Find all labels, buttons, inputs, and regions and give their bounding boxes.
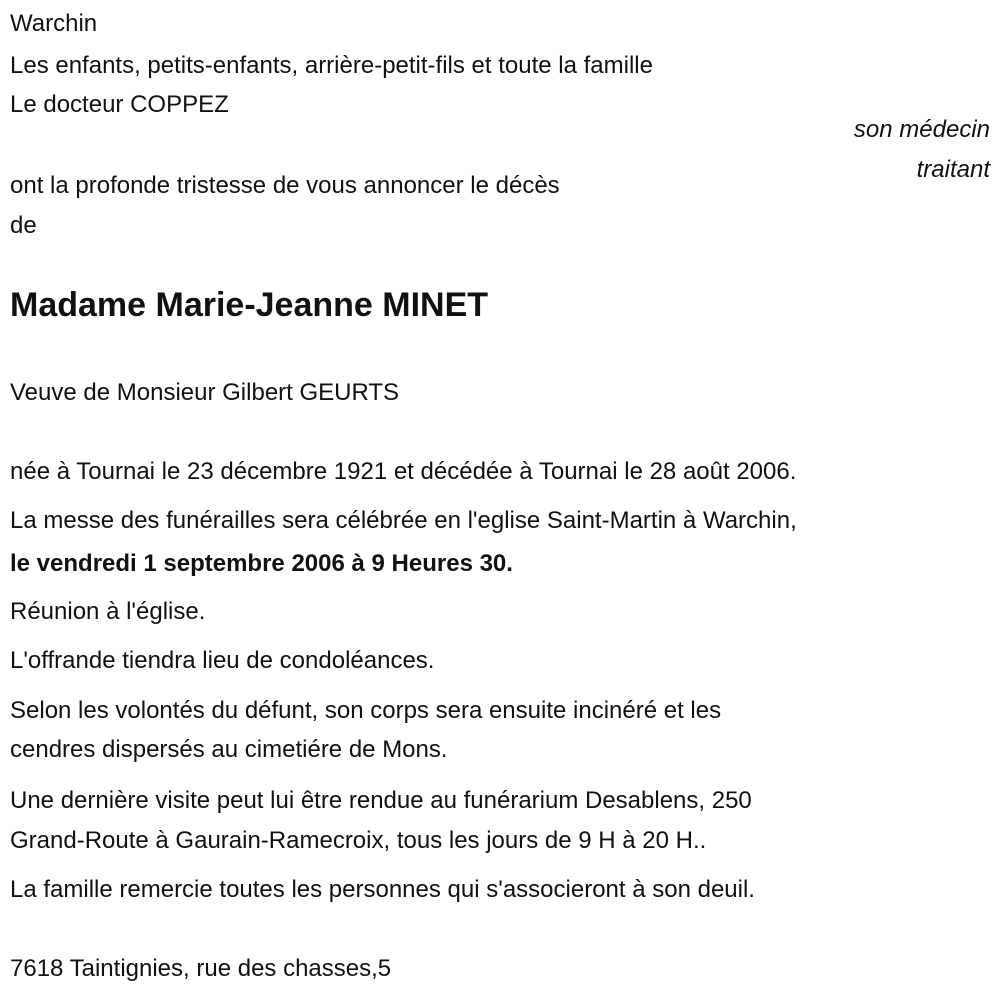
spouse-line: Veuve de Monsieur Gilbert GEURTS (10, 379, 400, 406)
address: 7618 Taintignies, rue des chasses,5 (10, 955, 392, 982)
wishes-line-1: Selon les volontés du défunt, son corps sera ensuite incinéré et les (10, 697, 722, 724)
doctor-role-1: son médecin (853, 116, 990, 143)
birth-death-line: née à Tournai le 23 décembre 1921 et décédée à Tournai le 28 août 2006. (10, 458, 797, 485)
visit-line-1: Une dernière visite peut lui être rendue au funérarium Desablens, 250 (10, 787, 752, 814)
announce-line: ont la profonde tristesse de vous annoncer le décès (10, 172, 560, 199)
offering-line: L'offrande tiendra lieu de condoléances. (10, 647, 435, 674)
of-line: de (10, 212, 37, 239)
thanks-line: La famille remercie toutes les personnes qui s'associeront à son deuil. (10, 876, 755, 903)
doctor-role-2: traitant (916, 156, 990, 183)
doctor-line: Le docteur COPPEZ (10, 91, 229, 118)
deceased-name: Madame Marie-Jeanne MINET (10, 286, 489, 324)
mass-line: La messe des funérailles sera célébrée en l'eglise Saint-Martin à Warchin, (10, 507, 797, 534)
family-line: Les enfants, petits-enfants, arrière-petit-fils et toute la famille (10, 52, 653, 79)
visit-line-2: Grand-Route à Gaurain-Ramecroix, tous les jours de 9 H à 20 H.. (10, 827, 707, 854)
wishes-line-2: cendres dispersés au cimetiére de Mons. (10, 736, 448, 763)
mass-date: le vendredi 1 septembre 2006 à 9 Heures 30. (10, 550, 513, 577)
place: Warchin (10, 10, 98, 37)
meeting-line: Réunion à l'église. (10, 598, 206, 625)
